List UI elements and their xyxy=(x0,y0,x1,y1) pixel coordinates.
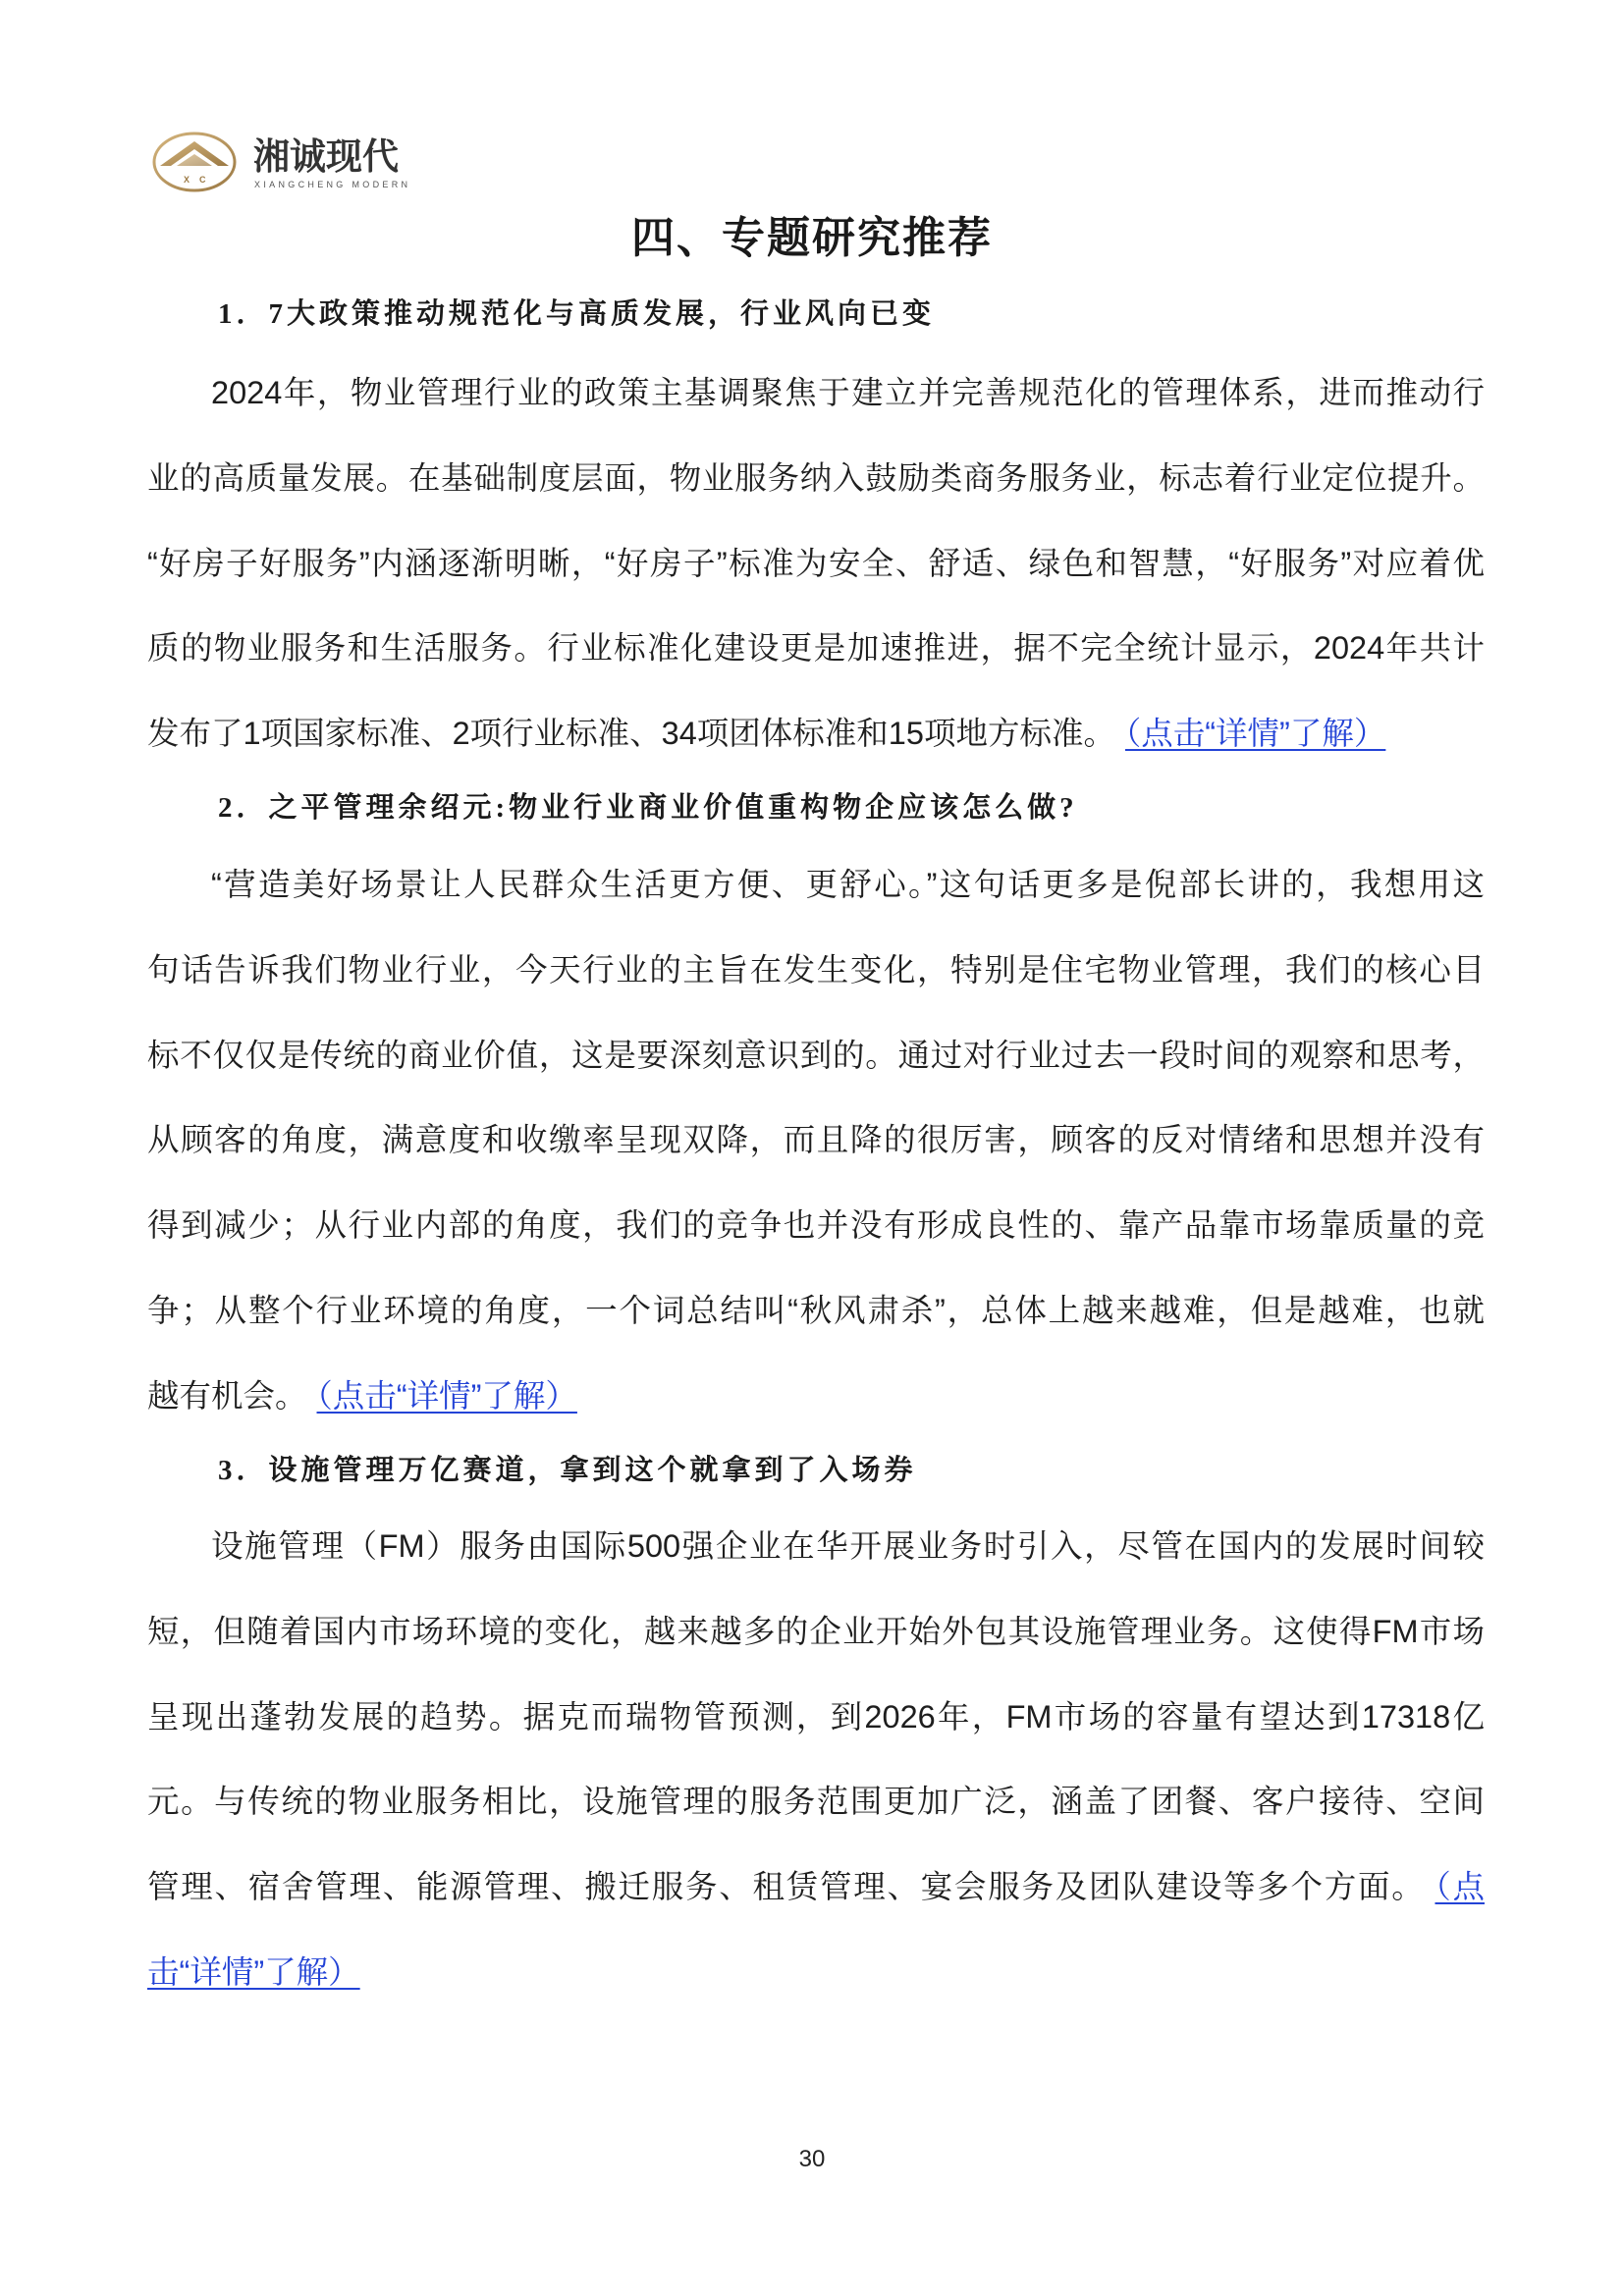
article-1-heading: 1．7大政策推动规范化与高质发展，行业风向已变 xyxy=(218,298,936,330)
logo-subtitle: XIANGCHENG MODERN xyxy=(254,180,407,189)
article-3-heading: 3．设施管理万亿赛道，拿到这个就拿到了入场券 xyxy=(218,1455,917,1486)
logo-emblem xyxy=(154,133,235,190)
article-2-line-1: “营造美好场景让人民群众生活更方便、更舒心。”这句话更多是倪部长讲的，我想用这 xyxy=(211,867,1485,902)
article-2-line-6: 争；从整个行业环境的角度，一个词总结叫“秋风肃杀”，总体上越来越难，但是越难，也就 xyxy=(147,1292,1485,1328)
article-1-line-5-text: 发布了1项国家标准、2项行业标准、34项团体标准和15项地方标准。 xyxy=(147,716,1115,752)
article-1-line-3: “好房子好服务”内涵逐渐明晰，“好房子”标准为安全、舒适、绿色和智慧，“好服务”对应着优 xyxy=(147,545,1485,581)
article-2-line-4: 从顾客的角度，满意度和收缴率呈现双降，而且降的很厉害，顾客的反对情绪和思想并没有 xyxy=(147,1122,1485,1158)
article-3-detail-link-part-1[interactable]: （点 xyxy=(1435,1869,1485,1905)
article-3-line-4: 元。与传统的物业服务相比，设施管理的服务范围更加广泛，涵盖了团餐、客户接待、空间 xyxy=(147,1784,1485,1820)
page-number: 30 xyxy=(798,2146,826,2172)
article-3-line-5 xyxy=(147,1844,1485,1930)
article-2-body xyxy=(147,842,1485,1439)
article-1-line-5 xyxy=(147,691,1485,776)
article-3-line-2: 短，但随着国内市场环境的变化，越来越多的企业开始外包其设施管理业务。这使得FM市场 xyxy=(147,1613,1485,1649)
article-2-line-5: 得到减少；从行业内部的角度，我们的竞争也并没有形成良性的、靠产品靠市场靠质量的竞 xyxy=(147,1207,1485,1244)
article-1-detail-link[interactable]: （点击“详情”了解） xyxy=(1124,716,1386,752)
article-3-line-3: 呈现出蓬勃发展的趋势。据克而瑞物管预测，到2026年，FM市场的容量有望达到17318亿 xyxy=(147,1698,1485,1735)
article-2-detail-link[interactable]: （点击“详情”了解） xyxy=(316,1377,577,1414)
article-2-line-7-text: 越有机会。 xyxy=(147,1377,307,1414)
logo-mark-c: C xyxy=(199,175,206,185)
section-title: 四、专题研究推荐 xyxy=(631,214,993,262)
logo-mark-x: X xyxy=(184,175,190,185)
article-3-line-5-text: 管理、宿舍管理、能源管理、搬迁服务、租赁管理、宴会服务及团队建设等多个方面。 xyxy=(147,1869,1426,1905)
article-3-body xyxy=(147,1504,1485,2015)
article-2-line-3: 标不仅仅是传统的商业价值，这是要深刻意识到的。通过对行业过去一段时间的观察和思考， xyxy=(147,1037,1485,1073)
article-1-body xyxy=(147,350,1485,776)
article-3-line-6 xyxy=(147,1930,1485,2015)
article-3-line-1: 设施管理（FM）服务由国际500强企业在华开展业务时引入，尽管在国内的发展时间较 xyxy=(211,1528,1485,1564)
article-1-line-1: 2024年，物业管理行业的政策主基调聚焦于建立并完善规范化的管理体系，进而推动行 xyxy=(211,375,1485,410)
article-3-detail-link-part-2[interactable]: 击“详情”了解） xyxy=(147,1953,360,1990)
article-1-line-4: 质的物业服务和生活服务。行业标准化建设更是加速推进，据不完全统计显示，2024年共计 xyxy=(147,630,1485,667)
article-2-line-2: 句话告诉我们物业行业，今天行业的主旨在发生变化，特别是住宅物业管理，我们的核心目 xyxy=(147,951,1485,988)
company-logo xyxy=(152,130,417,194)
logo-name: 湘诚现代 xyxy=(253,136,399,177)
article-2-heading: 2．之平管理余绍元:物业行业商业价值重构物企应该怎么做? xyxy=(218,792,1078,824)
article-1-line-2: 业的高质量发展。在基础制度层面，物业服务纳入鼓励类商务服务业，标志着行业定位提升。 xyxy=(147,459,1485,496)
article-2-line-7 xyxy=(147,1354,1485,1439)
